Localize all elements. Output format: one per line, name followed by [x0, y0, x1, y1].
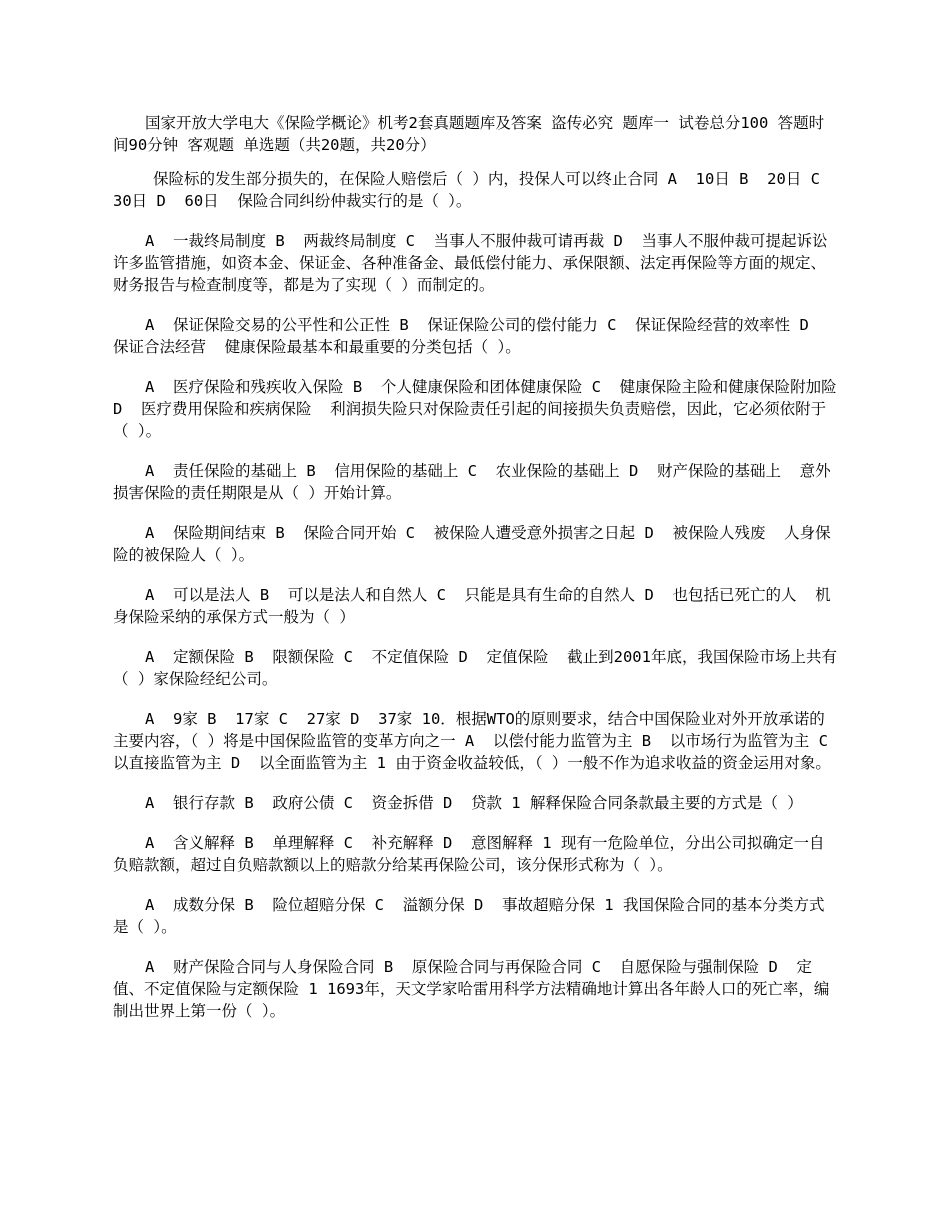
question-paragraph-11: A 含义解释 B 单理解释 C 补充解释 D 意图解释 1 现有一危险单位，分出公司拟确定一自负赔款额，超过自负赔款额以上的赔款分给某再保险公司，该分保形式称为（ ）。: [113, 834, 825, 874]
question-paragraph-12: A 成数分保 B 险位超赔分保 C 溢额分保 D 事故超赔分保 1 我国保险合同的基本分类方式是（ ）。: [113, 896, 825, 936]
question-paragraph-13: A 财产保险合同与人身保险合同 B 原保险合同与再保险合同 C 自愿保险与强制保险 D 定值、不定值保险与定额保险 1 1693年，天文学家哈雷用科学方法精确地计算出各年龄人口的死亡率，编制出世界上第一份（ ）。: [113, 958, 830, 1020]
question-paragraph-4: A 医疗保险和残疾收入保险 B 个人健康保险和团体健康保险 C 健康保险主险和健康保险附加险 D 医疗费用保险和疾病保险 利润损失险只对保险责任引起的间接损失负责赔偿，因此，它必须依附于（ ）。: [113, 378, 846, 440]
document-page: [113, 112, 847, 1022]
document-header-paragraph: 国家开放大学电大《保险学概论》机考2套真题题库及答案 盗传必究 题库一 试卷总分100 答题时间90分钟 客观题 单选题（共20题，共20分）: [113, 114, 825, 154]
question-paragraph-8: A 定额保险 B 限额保险 C 不定值保险 D 定值保险 截止到2001年底，我国保险市场上共有（ ）家保险经纪公司。: [113, 648, 837, 688]
question-paragraph-9: A 9家 B 17家 C 27家 D 37家 10．根据WTO的原则要求，结合中国保险业对外开放承诺的主要内容，（ ）将是中国保险监管的变革方向之一 A 以偿付能力监管为主 B 以市场行为监管为主 C 以直接监管为主 D 以全面监管为主 1 由于资金收益较低，（ ）一般不作为追求收益的资金运用对象。: [113, 710, 847, 772]
question-paragraph-6: A 保险期间结束 B 保险合同开始 C 被保险人遭受意外损害之日起 D 被保险人残废 人身保险的被保险人（ ）。: [113, 524, 831, 564]
question-paragraph-3: A 保证保险交易的公平性和公正性 B 保证保险公司的偿付能力 C 保证保险经营的效率性 D 保证合法经营 健康保险最基本和最重要的分类包括（ ）。: [113, 316, 828, 356]
question-paragraph-5: A 责任保险的基础上 B 信用保险的基础上 C 农业保险的基础上 D 财产保险的基础上 意外损害保险的责任期限是从（ ）开始计算。: [113, 462, 831, 502]
question-paragraph-10: A 银行存款 B 政府公债 C 资金拆借 D 贷款 1 解释保险合同条款最主要的方式是（ ）: [145, 794, 803, 812]
question-paragraph-2: A 一裁终局制度 B 两裁终局制度 C 当事人不服仲裁可请再裁 D 当事人不服仲裁可提起诉讼 许多监管措施，如资本金、保证金、各种准备金、最低偿付能力、承保限额、法定再保险等方面的规定、财务报告与检查制度等，都是为了实现（ ）而制定的。: [113, 232, 847, 294]
question-paragraph-1: 保险标的发生部分损失的，在保险人赔偿后（ ）内，投保人可以终止合同 A 10日 B 20日 C 30日 D 60日 保险合同纠纷仲裁实行的是（ ）。: [113, 170, 839, 210]
question-paragraph-7: A 可以是法人 B 可以是法人和自然人 C 只能是具有生命的自然人 D 也包括已死亡的人 机身保险采纳的承保方式一般为（ ）: [113, 586, 831, 626]
